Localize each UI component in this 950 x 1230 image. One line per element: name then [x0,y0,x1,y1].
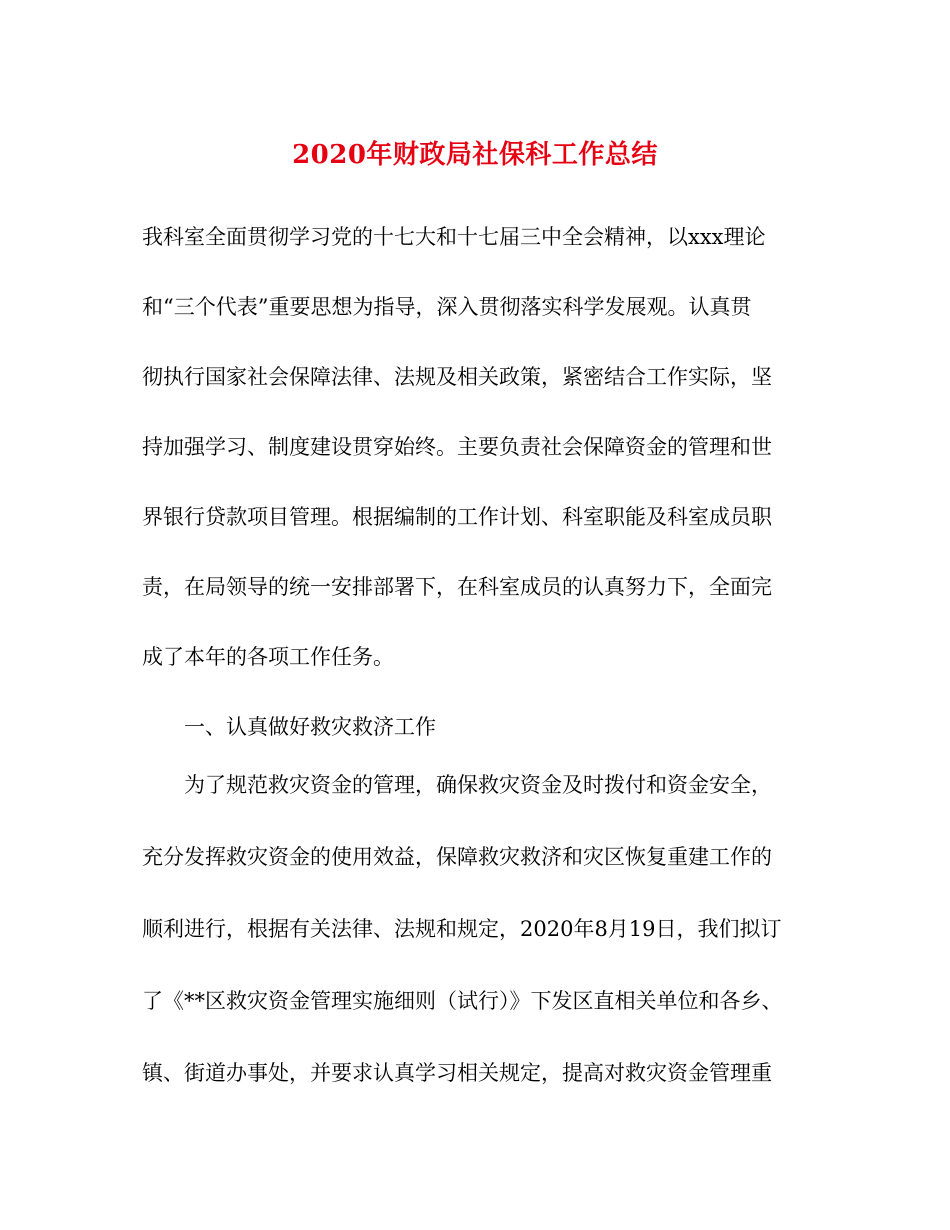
section-heading-1: 一、认真做好救灾救济工作 [184,715,436,739]
body-line-1: 我科室全面贯彻学习党的十七大和十七届三中全会精神，以xxx理论 [142,225,766,249]
body-line-6: 责，在局领导的统一安排部署下，在科室成员的认真努力下，全面完 [142,575,772,599]
body-line-5: 界银行贷款项目管理。根据编制的工作计划、科室职能及科室成员职 [142,505,772,529]
body-line-2: 和“三个代表”重要思想为指导，深入贯彻落实科学发展观。认真贯 [142,295,752,319]
body-line-4: 持加强学习、制度建设贯穿始终。主要负责社会保障资金的管理和世 [142,435,772,459]
body-line-3: 彻执行国家社会保障法律、法规及相关政策，紧密结合工作实际，坚 [142,365,772,389]
body-line-12: 镇、街道办事处，并要求认真学习相关规定，提高对救灾资金管理重 [142,1061,772,1085]
body-line-11: 了《**区救灾资金管理实施细则（试行）》下发区直相关单位和各乡、 [142,989,783,1013]
body-line-9: 充分发挥救灾资金的使用效益，保障救灾救济和灾区恢复重建工作的 [142,845,772,869]
body-line-8: 为了规范救灾资金的管理，确保救灾资金及时拨付和资金安全， [184,773,772,797]
body-line-7: 成了本年的各项工作任务。 [142,645,394,669]
document-title: 2020年财政局社保科工作总结 [292,140,658,170]
body-line-10: 顺利进行，根据有关法律、法规和规定，2020年8月19日，我们拟订 [142,917,782,941]
